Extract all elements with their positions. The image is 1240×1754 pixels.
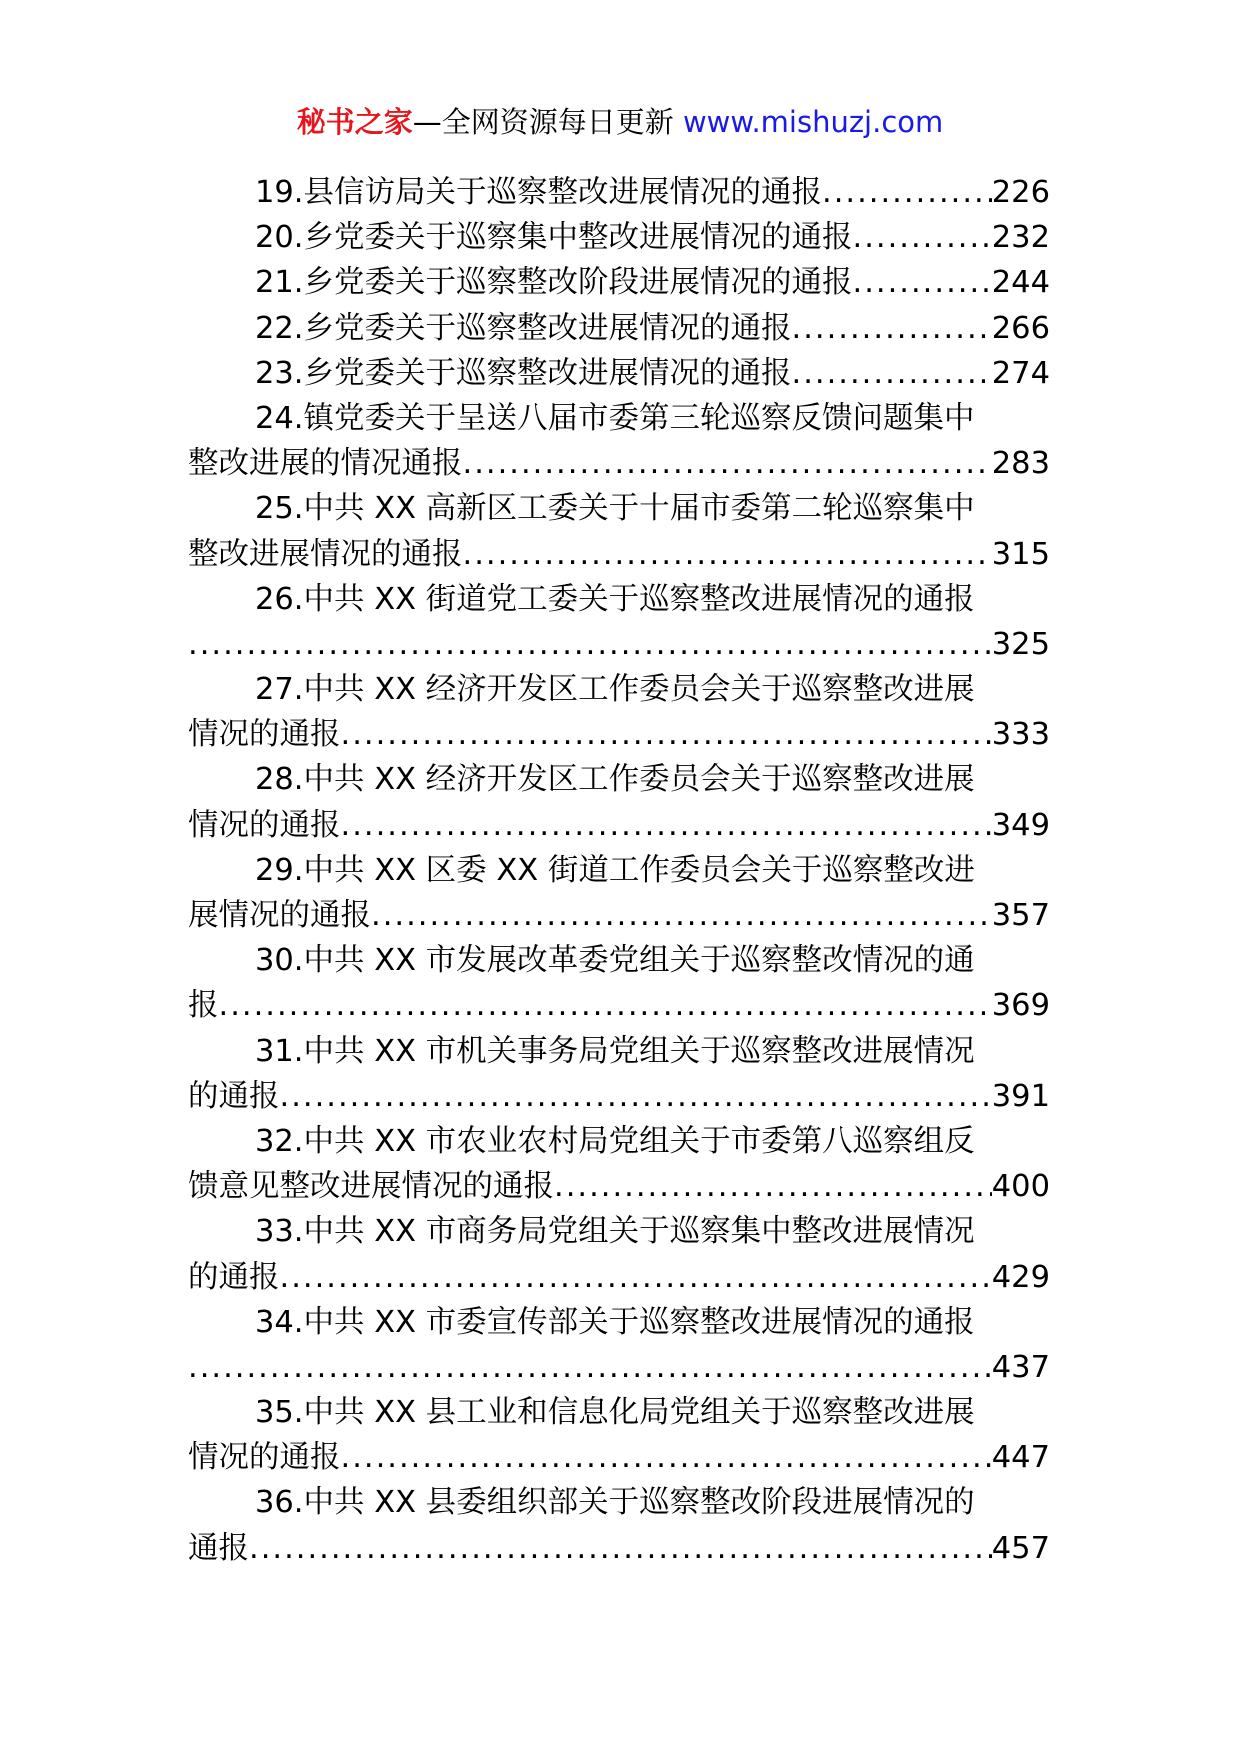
toc-entry-text: 情况的通报 [188,717,341,753]
dot-leader [792,351,992,396]
site-url[interactable]: www.mishuzj.com [682,105,944,139]
toc-entry-text: 33.中共 XX 市商务局党组关于巡察集中整改进展情况 [255,1214,975,1250]
toc-page-number: 429 [991,1259,1050,1295]
toc-entry[interactable] [188,215,1050,260]
toc-entry[interactable] [188,1029,1050,1119]
table-of-contents [188,170,1050,1571]
toc-page-number: 266 [991,310,1050,346]
toc-entry-continuation [188,441,1050,486]
toc-entry-continuation [188,983,1050,1028]
toc-entry-text: 情况的通报 [188,1440,341,1476]
toc-page-number: 325 [991,626,1050,662]
toc-entry-text: 25.中共 XX 高新区工委关于十届市委第二轮巡察集中 [255,491,975,527]
toc-entry-text: 30.中共 XX 市发展改革委党组关于巡察整改情况的通 [255,943,975,979]
dot-leader [554,1164,992,1209]
toc-entry-continuation [188,532,1050,577]
toc-entry-title [188,1209,1050,1254]
toc-entry[interactable] [188,577,1050,667]
toc-entry-title [188,848,1050,893]
toc-entry-continuation [188,893,1050,938]
dot-leader [341,712,992,757]
toc-entry[interactable] [188,351,1050,396]
toc-page-number: 232 [991,220,1050,256]
toc-entry-title [188,757,1050,802]
toc-entry-text: 19.县信访局关于巡察整改进展情况的通报 [255,175,823,210]
toc-entry-title [188,351,1050,396]
dot-leader [188,1345,992,1390]
toc-page-number: 244 [991,265,1050,301]
toc-entry-title [188,1480,1050,1525]
dot-leader [219,983,992,1028]
toc-entry[interactable] [188,1119,1050,1209]
toc-entry-continuation [188,1526,1050,1571]
toc-page-number: 226 [991,175,1050,210]
dot-leader [341,803,992,848]
toc-page-number: 369 [991,988,1050,1024]
toc-entry-text: 32.中共 XX 市农业农村局党组关于市委第八巡察组反 [255,1123,975,1159]
brand-name: 秘书之家 [296,105,413,139]
dot-leader [463,441,992,486]
toc-entry-text: 的通报 [188,1259,280,1295]
toc-entry-title [188,396,1050,441]
toc-entry-title [188,215,1050,260]
toc-entry-title [188,577,1050,622]
toc-page-number: 333 [991,717,1050,753]
toc-entry-text: 26.中共 XX 街道党工委关于巡察整改进展情况的通报 [255,581,975,617]
toc-entry[interactable] [188,757,1050,847]
toc-entry[interactable] [188,170,1050,215]
dot-leader [853,215,992,260]
toc-entry-text: 20.乡党委关于巡察集中整改进展情况的通报 [255,220,853,256]
toc-entry-text: 整改进展的情况通报 [188,446,463,482]
toc-entry-text: 馈意见整改进展情况的通报 [188,1169,554,1205]
toc-entry-continuation [188,1255,1050,1300]
toc-entry-title [188,306,1050,351]
dot-leader [822,170,992,215]
dot-leader [792,306,992,351]
toc-entry-text: 23.乡党委关于巡察整改进展情况的通报 [255,355,792,391]
toc-page-number: 447 [991,1440,1050,1476]
toc-entry[interactable] [188,1390,1050,1480]
toc-entry-continuation [188,803,1050,848]
dot-leader [371,893,992,938]
toc-page-number: 274 [991,355,1050,391]
toc-entry-text: 27.中共 XX 经济开发区工作委员会关于巡察整改进展 [255,672,975,708]
toc-page-number: 437 [991,1349,1050,1385]
toc-entry-title [188,1300,1050,1345]
toc-entry[interactable] [188,1300,1050,1390]
toc-entry[interactable] [188,848,1050,938]
dot-leader [188,622,992,667]
toc-entry-title [188,260,1050,305]
toc-page-number: 357 [991,898,1050,933]
toc-page-number: 349 [991,807,1050,843]
toc-page-number: 457 [991,1530,1050,1566]
toc-entry-text: 通报 [188,1530,249,1566]
dot-leader [249,1526,992,1571]
toc-entry-continuation [188,1345,1050,1390]
toc-entry[interactable] [188,1209,1050,1299]
dot-leader [280,1074,992,1119]
toc-entry-text: 24.镇党委关于呈送八届市委第三轮巡察反馈问题集中 [255,400,975,436]
dot-leader [463,532,992,577]
toc-entry-title [188,1390,1050,1435]
toc-entry-text: 36.中共 XX 县委组织部关于巡察整改阶段进展情况的 [255,1485,975,1521]
toc-entry-text: 报 [188,988,219,1024]
toc-entry[interactable] [188,667,1050,757]
toc-entry-text: 31.中共 XX 市机关事务局党组关于巡察整改进展情况 [255,1033,975,1069]
toc-page-number: 400 [991,1169,1050,1205]
toc-entry-text: 34.中共 XX 市委宣传部关于巡察整改进展情况的通报 [255,1304,975,1340]
dot-leader [853,260,992,305]
toc-page-number: 315 [991,536,1050,572]
toc-entry-title [188,667,1050,712]
toc-entry-text: 整改进展情况的通报 [188,536,463,572]
toc-entry-text: 21.乡党委关于巡察整改阶段进展情况的通报 [255,265,853,301]
toc-entry[interactable] [188,938,1050,1028]
toc-entry-title [188,938,1050,983]
toc-entry[interactable] [188,306,1050,351]
toc-entry-continuation [188,1435,1050,1480]
toc-entry-text: 情况的通报 [188,807,341,843]
toc-page-number: 391 [991,1078,1050,1114]
toc-entry[interactable] [188,260,1050,305]
toc-entry-text: 29.中共 XX 区委 XX 街道工作委员会关于巡察整改进 [255,852,975,888]
toc-entry[interactable] [188,486,1050,576]
dot-leader [280,1255,992,1300]
toc-page-number: 283 [991,446,1050,482]
toc-entry-text: 展情况的通报 [188,898,371,933]
page-header [0,100,1240,144]
toc-entry-title [188,170,1050,215]
toc-entry[interactable] [188,1480,1050,1570]
toc-entry-continuation [188,1074,1050,1119]
toc-entry-continuation [188,712,1050,757]
toc-entry-text: 28.中共 XX 经济开发区工作委员会关于巡察整改进展 [255,762,975,798]
toc-entry-continuation [188,1164,1050,1209]
toc-entry-title [188,486,1050,531]
toc-entry-continuation [188,622,1050,667]
toc-entry[interactable] [188,396,1050,486]
dot-leader [341,1435,992,1480]
toc-entry-text: 35.中共 XX 县工业和信息化局党组关于巡察整改进展 [255,1395,975,1431]
toc-entry-title [188,1029,1050,1074]
toc-entry-text: 22.乡党委关于巡察整改进展情况的通报 [255,310,792,346]
header-tagline: —全网资源每日更新 [412,105,683,139]
toc-entry-title [188,1119,1050,1164]
toc-entry-text: 的通报 [188,1078,280,1114]
